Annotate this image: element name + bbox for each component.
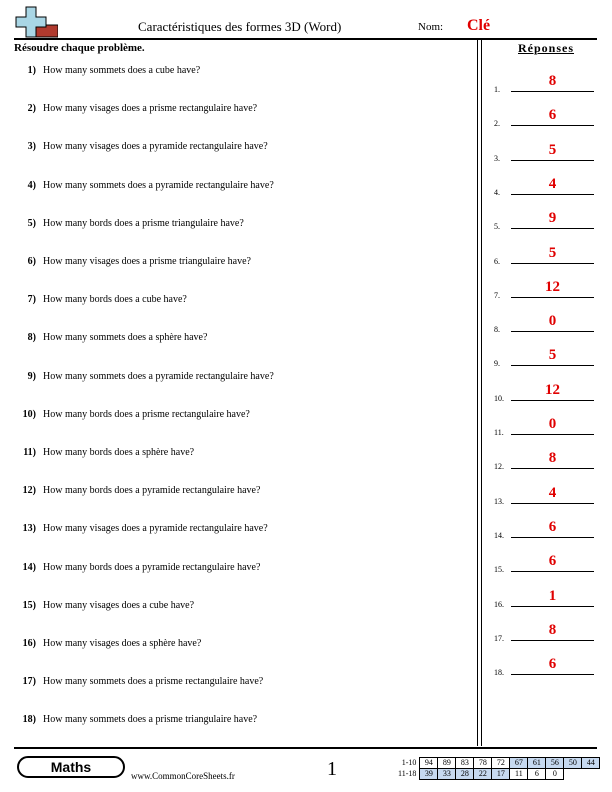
- answers-title: Réponses: [518, 41, 575, 55]
- question-number: 16): [22, 638, 36, 649]
- question-item: [14, 141, 268, 152]
- answer-line: [511, 503, 594, 504]
- answer-item: [494, 64, 596, 94]
- answer-value: 5: [548, 141, 557, 158]
- question-number: 8): [27, 332, 36, 344]
- question-text: How many sommets does a cube have?: [43, 65, 201, 76]
- questions-list: [14, 55, 480, 745]
- answer-line: [511, 228, 594, 229]
- answer-number: 2.: [494, 119, 500, 129]
- answer-number: 10.: [494, 393, 504, 403]
- score-cell: 39: [420, 769, 438, 780]
- question-item: [14, 103, 257, 114]
- answer-line: [511, 263, 594, 264]
- footer-url: www.CommonCoreSheets.fr: [131, 771, 235, 781]
- question-number: 10): [22, 408, 36, 420]
- answer-line: [511, 606, 594, 607]
- answer-item: [494, 407, 596, 437]
- answer-number: 6.: [494, 256, 500, 266]
- score-cell: 33: [438, 769, 456, 780]
- question-text: How many visages does a pyramide rectangulaire have?: [43, 523, 268, 535]
- question-number: 15): [22, 599, 36, 611]
- score-cell: 17: [492, 769, 510, 780]
- answer-line: [511, 297, 594, 298]
- score-cell: 78: [474, 758, 492, 769]
- answer-number: 16.: [494, 599, 504, 609]
- question-text: How many bords does a prisme rectangulaire have?: [43, 408, 250, 420]
- plus-minus-logo-icon: [14, 5, 58, 39]
- question-text: How many sommets does a prisme rectangulaire have?: [43, 676, 264, 688]
- question-number: 4): [27, 179, 36, 191]
- question-number: 12): [22, 485, 36, 497]
- question-text: How many bords does a pyramide rectangulaire have?: [43, 561, 261, 573]
- name-value: Clé: [467, 17, 491, 34]
- answer-value: 5: [548, 347, 557, 364]
- question-text: How many visages does a cube have?: [43, 599, 195, 611]
- question-number: 18): [22, 714, 36, 726]
- question-number: 7): [27, 294, 36, 306]
- answer-item: [494, 304, 596, 334]
- score-cell: 50: [564, 758, 582, 769]
- answer-line: [511, 160, 594, 161]
- question-text: How many bords does a prisme triangulaire have?: [43, 217, 244, 229]
- answer-item: [494, 544, 596, 574]
- answer-line: [511, 640, 594, 641]
- page-number: 1: [327, 758, 337, 780]
- answer-line: [511, 537, 594, 538]
- question-item: [14, 218, 244, 229]
- answer-line: [511, 125, 594, 126]
- answer-value: 6: [548, 656, 557, 673]
- question-item: [14, 409, 250, 420]
- column-divider: [477, 40, 482, 746]
- question-number: 9): [27, 370, 36, 382]
- score-cell: 94: [420, 758, 438, 769]
- question-text: How many bords does a cube have?: [43, 294, 187, 306]
- question-item: [14, 294, 187, 305]
- score-cell: 44: [582, 758, 600, 769]
- subject-badge: Maths: [17, 756, 125, 778]
- question-item: [14, 447, 194, 458]
- page-title: Caractéristiques des formes 3D (Word): [138, 19, 342, 34]
- answer-value: 6: [548, 553, 557, 570]
- answer-value: 5: [548, 244, 557, 261]
- answer-line: [511, 571, 594, 572]
- name-label: Nom:: [418, 21, 444, 33]
- instructions: Résoudre chaque problème.: [14, 42, 145, 54]
- answer-value: 6: [548, 107, 557, 124]
- question-item: [14, 714, 257, 725]
- question-item: [14, 676, 263, 687]
- question-number: 17): [22, 676, 36, 688]
- answer-item: [494, 270, 596, 300]
- answer-number: 12.: [494, 462, 504, 472]
- question-text: How many sommets does a pyramide rectangulaire have?: [43, 370, 274, 382]
- answer-value: 1: [548, 587, 557, 604]
- score-cell: 89: [438, 758, 456, 769]
- question-number: 11): [23, 447, 36, 458]
- answer-item: [494, 373, 596, 403]
- answer-number: 14.: [494, 530, 504, 540]
- answer-item: [494, 510, 596, 540]
- score-row: [396, 769, 600, 780]
- question-item: [14, 180, 274, 191]
- score-cell: 61: [528, 758, 546, 769]
- answer-line: [511, 331, 594, 332]
- answer-value: 4: [548, 484, 557, 501]
- score-cell: 6: [528, 769, 546, 780]
- answer-value: 4: [548, 175, 557, 192]
- answer-item: [494, 236, 596, 266]
- answer-line: [511, 434, 594, 435]
- question-text: How many sommets does a prisme triangulaire have?: [43, 714, 258, 726]
- answer-number: 7.: [494, 290, 500, 300]
- score-row: [396, 758, 600, 769]
- answer-value: 8: [548, 73, 557, 89]
- question-number: 3): [27, 141, 36, 153]
- answer-value: 12: [545, 381, 560, 398]
- question-number: 14): [22, 561, 36, 573]
- answer-number: 9.: [494, 359, 500, 369]
- answer-line: [511, 365, 594, 366]
- answer-item: [494, 579, 596, 609]
- answer-number: 3.: [494, 153, 500, 163]
- question-text: How many visages does a prisme rectangulaire have?: [43, 103, 258, 115]
- question-text: How many visages does a sphère have?: [43, 638, 202, 649]
- score-cell: 22: [474, 769, 492, 780]
- answer-line: [511, 674, 594, 675]
- answer-number: 8.: [494, 325, 500, 335]
- question-number: 13): [22, 523, 36, 535]
- answer-item: [494, 476, 596, 506]
- answer-number: 1.: [494, 85, 500, 94]
- score-cell: 56: [546, 758, 564, 769]
- question-item: [14, 332, 207, 343]
- question-number: 1): [27, 65, 36, 76]
- score-cell: 72: [492, 758, 510, 769]
- answer-item: [494, 201, 596, 231]
- answer-line: [511, 194, 594, 195]
- header-divider: [14, 38, 597, 40]
- answer-value: 8: [548, 450, 557, 467]
- question-number: 6): [27, 256, 36, 267]
- answer-item: [494, 613, 596, 643]
- question-item: [14, 65, 200, 76]
- answer-item: [494, 338, 596, 368]
- score-cell: 83: [456, 758, 474, 769]
- answer-value: 8: [548, 621, 557, 638]
- question-text: How many visages does a pyramide rectangulaire have?: [43, 141, 268, 153]
- answer-item: [494, 133, 596, 163]
- question-item: [14, 600, 194, 611]
- question-text: How many visages does a prisme triangulaire have?: [43, 256, 251, 267]
- question-number: 2): [27, 103, 36, 115]
- answer-value: 0: [548, 416, 557, 432]
- score-row-label: 1-10: [401, 758, 417, 767]
- answer-line: [511, 400, 594, 401]
- score-row-label: 11-18: [398, 769, 417, 778]
- question-item: [14, 523, 268, 534]
- question-text: How many bords does a pyramide rectangulaire have?: [43, 485, 261, 497]
- answer-line: [511, 91, 594, 92]
- score-table: [396, 757, 600, 780]
- question-text: How many sommets does a pyramide rectangulaire have?: [43, 179, 274, 191]
- footer-divider: [14, 747, 597, 749]
- question-number: 5): [27, 217, 36, 229]
- question-item: [14, 371, 274, 382]
- answer-number: 4.: [494, 187, 500, 197]
- score-cell: 0: [546, 769, 564, 780]
- answer-line: [511, 468, 594, 469]
- answer-item: [494, 647, 596, 677]
- answer-value: 0: [548, 313, 557, 330]
- answer-number: 5.: [494, 222, 500, 232]
- question-text: How many bords does a sphère have?: [43, 447, 195, 458]
- answer-value: 9: [548, 210, 557, 227]
- answer-number: 15.: [494, 565, 504, 575]
- question-item: [14, 638, 201, 649]
- answer-number: 13.: [494, 496, 504, 506]
- score-cell: 28: [456, 769, 474, 780]
- question-item: [14, 256, 251, 267]
- score-cell: 67: [510, 758, 528, 769]
- answer-number: 18.: [494, 668, 504, 678]
- answer-number: 11.: [494, 428, 504, 437]
- score-cell: 11: [510, 769, 528, 780]
- answer-value: 12: [545, 278, 560, 295]
- answer-value: 6: [548, 518, 557, 535]
- answer-number: 17.: [494, 633, 504, 643]
- answer-item: [494, 441, 596, 471]
- answer-item: [494, 98, 596, 128]
- question-item: [14, 485, 260, 496]
- question-text: How many sommets does a sphère have?: [43, 332, 208, 344]
- answer-item: [494, 167, 596, 197]
- question-item: [14, 562, 260, 573]
